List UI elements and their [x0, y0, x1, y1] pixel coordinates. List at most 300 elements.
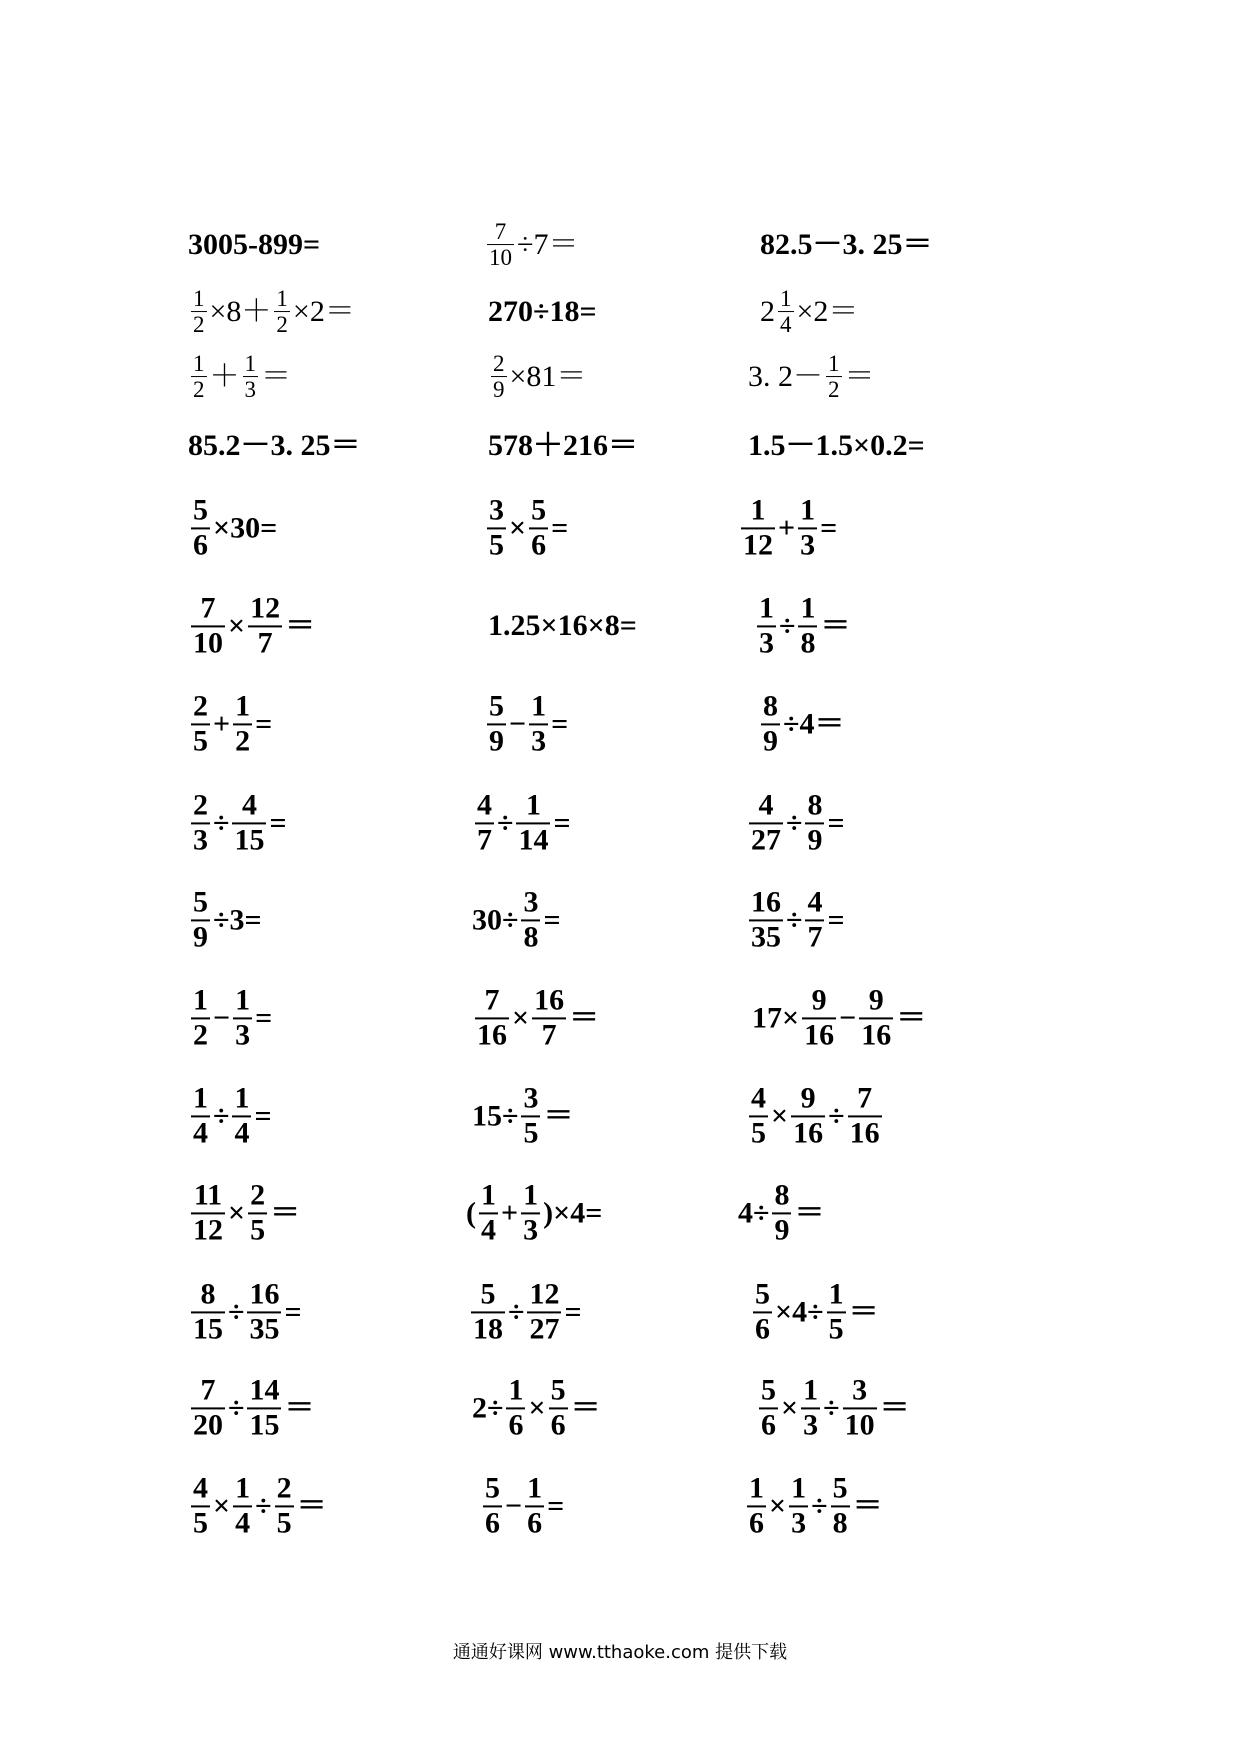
- fraction-numerator: 9: [800, 1081, 816, 1115]
- fraction-numerator: 5: [550, 1373, 566, 1407]
- fraction-numerator: 1: [525, 788, 541, 822]
- fraction-denominator: 3: [803, 1408, 819, 1441]
- fraction-denominator: 35: [249, 1312, 280, 1345]
- fraction-denominator: 15: [193, 1312, 223, 1345]
- fraction-numerator: 1: [193, 286, 205, 312]
- fraction-numerator: 1: [791, 1471, 807, 1505]
- math-problem: [472, 887, 561, 952]
- fraction-numerator: 5: [531, 493, 547, 527]
- fraction: [749, 790, 783, 855]
- fraction: [827, 1279, 846, 1344]
- math-problem: [188, 352, 291, 402]
- math-problem: [758, 691, 844, 756]
- math-problem: [480, 1473, 564, 1538]
- expression-text: ×8＋: [209, 295, 272, 328]
- expression-text: ＝: [879, 1391, 910, 1424]
- fraction-numerator: 5: [489, 689, 504, 723]
- fraction-denominator: 5: [489, 528, 504, 561]
- expression-text: ＝: [570, 1391, 601, 1424]
- fraction: [191, 287, 207, 337]
- fraction-numerator: 5: [193, 885, 208, 919]
- math-problem: [746, 1083, 885, 1148]
- math-problem: [488, 297, 597, 327]
- expression-text: 2: [760, 295, 775, 328]
- fraction-numerator: 12: [529, 1277, 560, 1311]
- fraction-numerator: 5: [193, 493, 208, 527]
- fraction-numerator: 1: [780, 286, 792, 312]
- fraction-denominator: 2: [193, 1018, 208, 1051]
- fraction-denominator: 9: [763, 724, 778, 757]
- fraction: [191, 1279, 225, 1344]
- math-problem: [746, 887, 845, 952]
- fraction: [243, 352, 259, 402]
- fraction: [232, 1083, 251, 1148]
- math-problem: [188, 431, 361, 461]
- expression-text: ×: [781, 1391, 799, 1424]
- expression-text: =: [255, 707, 273, 740]
- fraction-numerator: 4: [477, 788, 492, 822]
- expression-text: ÷: [823, 1391, 840, 1424]
- fraction-denominator: 7: [541, 1018, 557, 1051]
- fraction: [247, 1375, 281, 1440]
- math-problem: [188, 1180, 300, 1245]
- fraction: [805, 790, 824, 855]
- fraction-numerator: 1: [508, 1373, 524, 1407]
- fraction-denominator: 15: [234, 823, 265, 856]
- expression-text: =: [551, 511, 569, 544]
- fraction-numerator: 1: [235, 689, 251, 723]
- expression-text: =: [269, 806, 287, 839]
- fraction-denominator: 9: [489, 724, 504, 757]
- fraction-numerator: 2: [193, 689, 208, 723]
- fraction-numerator: 1: [800, 591, 816, 625]
- fraction-denominator: 2: [235, 724, 251, 757]
- fraction-denominator: 3: [523, 1213, 539, 1246]
- expression-text: 85.2－3. 25＝: [188, 429, 361, 462]
- expression-text: +: [213, 707, 231, 740]
- expression-text: ＝: [794, 1196, 825, 1229]
- math-problem: [472, 985, 599, 1050]
- fraction: [475, 790, 494, 855]
- expression-text: −: [505, 1489, 523, 1522]
- fraction: [791, 1083, 825, 1148]
- fraction-denominator: 6: [485, 1506, 500, 1539]
- fraction: [487, 495, 506, 560]
- math-problem: [752, 985, 926, 1050]
- fraction-denominator: 3: [235, 1018, 251, 1051]
- fraction-denominator: 4: [780, 312, 792, 338]
- expression-text: ×: [528, 1391, 546, 1424]
- fraction-numerator: 7: [494, 219, 507, 245]
- fraction: [843, 1375, 877, 1440]
- expression-text: =: [820, 511, 838, 544]
- fraction-numerator: 5: [761, 1373, 776, 1407]
- fraction-numerator: 7: [857, 1081, 873, 1115]
- expression-text: ＝: [285, 609, 316, 642]
- fraction-denominator: 3: [193, 823, 208, 856]
- fraction-numerator: 11: [193, 1178, 223, 1212]
- fraction: [859, 985, 893, 1050]
- expression-text: +: [501, 1196, 519, 1229]
- expression-text: ＝: [284, 1391, 315, 1424]
- expression-text: =: [543, 903, 561, 936]
- footer-credit: 通通好课网 www.tthaoke.com 提供下载: [452, 1642, 788, 1663]
- math-problem: [484, 495, 568, 560]
- math-problem: [188, 887, 262, 952]
- fraction-denominator: 10: [193, 626, 223, 659]
- math-problem: [738, 1180, 824, 1245]
- expression-text: ×4÷: [775, 1295, 824, 1328]
- fraction: [233, 691, 252, 756]
- expression-text: +: [778, 511, 796, 544]
- fraction-numerator: 3: [523, 885, 539, 919]
- fraction-denominator: 27: [751, 823, 781, 856]
- expression-text: −: [509, 707, 527, 740]
- math-problem: [488, 611, 637, 641]
- fraction-numerator: 1: [800, 493, 816, 527]
- fraction: [529, 691, 548, 756]
- fraction: [805, 887, 824, 952]
- expression-text: ＝: [844, 360, 875, 393]
- fraction-denominator: 5: [276, 1506, 292, 1539]
- fraction: [247, 1279, 281, 1344]
- expression-text: ÷: [213, 1099, 230, 1132]
- fraction-numerator: 1: [759, 591, 774, 625]
- fraction: [761, 691, 780, 756]
- fraction-numerator: 2: [276, 1471, 292, 1505]
- math-problem: [748, 431, 925, 461]
- fraction-numerator: 8: [763, 689, 778, 723]
- fraction-numerator: 1: [193, 351, 205, 377]
- fraction-denominator: 16: [793, 1116, 824, 1149]
- fraction: [778, 287, 794, 337]
- fraction: [483, 1473, 502, 1538]
- fraction-numerator: 4: [758, 788, 774, 822]
- expression-text: 15÷: [472, 1099, 519, 1132]
- expression-text: 30÷: [472, 903, 519, 936]
- fraction-numerator: 1: [750, 493, 766, 527]
- expression-text: ×: [213, 1489, 231, 1522]
- expression-text: ÷: [497, 806, 514, 839]
- math-problem: [484, 691, 568, 756]
- fraction-denominator: 12: [743, 528, 773, 561]
- fraction-denominator: 4: [234, 1116, 250, 1149]
- math-problem: [188, 593, 315, 658]
- math-problem: [754, 593, 850, 658]
- fraction: [749, 887, 783, 952]
- fraction: [532, 985, 566, 1050]
- expression-text: ÷: [255, 1489, 272, 1522]
- math-problem: [466, 1180, 602, 1245]
- expression-text: =: [551, 707, 569, 740]
- fraction-denominator: 9: [193, 920, 208, 953]
- expression-text: ＝: [569, 1001, 600, 1034]
- fraction-numerator: 1: [828, 1277, 844, 1311]
- fraction-numerator: 1: [749, 1471, 764, 1505]
- fraction-numerator: 2: [193, 788, 208, 822]
- fraction-numerator: 8: [200, 1277, 216, 1311]
- math-problem: [472, 1375, 601, 1440]
- fraction-denominator: 7: [477, 823, 492, 856]
- math-problem: [188, 230, 320, 260]
- expression-text: ＝: [296, 1489, 327, 1522]
- fraction: [506, 1375, 525, 1440]
- fraction: [487, 220, 514, 270]
- fraction: [191, 985, 210, 1050]
- fraction-numerator: 9: [868, 983, 884, 1017]
- expression-text: ＋: [209, 360, 240, 393]
- expression-text: ÷: [508, 1295, 525, 1328]
- fraction-numerator: 8: [774, 1178, 790, 1212]
- fraction-numerator: 1: [828, 351, 840, 377]
- fraction: [191, 790, 210, 855]
- expression-text: ÷: [213, 806, 230, 839]
- fraction-denominator: 10: [489, 245, 512, 271]
- math-problem: [188, 985, 272, 1050]
- expression-text: 2÷: [472, 1391, 504, 1424]
- fraction-denominator: 5: [523, 1116, 539, 1149]
- fraction-denominator: 7: [807, 920, 823, 953]
- fraction-numerator: 7: [200, 1373, 216, 1407]
- fraction-numerator: 14: [249, 1373, 280, 1407]
- fraction-numerator: 1: [193, 983, 208, 1017]
- fraction: [529, 495, 548, 560]
- expression-text: 4÷: [738, 1196, 770, 1229]
- fraction: [191, 1180, 225, 1245]
- fraction-denominator: 3: [759, 626, 774, 659]
- fraction: [848, 1083, 882, 1148]
- math-problem: [738, 495, 837, 560]
- fraction: [248, 1180, 267, 1245]
- fraction: [826, 352, 842, 402]
- fraction-denominator: 2: [828, 377, 840, 403]
- fraction-denominator: 16: [861, 1018, 892, 1051]
- expression-text: ÷: [828, 1099, 845, 1132]
- expression-text: =: [254, 1099, 272, 1132]
- fraction-numerator: 3: [489, 493, 504, 527]
- fraction-denominator: 4: [481, 1213, 496, 1246]
- math-problem: [188, 691, 272, 756]
- fraction-denominator: 6: [531, 528, 547, 561]
- fraction: [789, 1473, 808, 1538]
- fraction-numerator: 8: [807, 788, 823, 822]
- fraction-denominator: 5: [751, 1116, 766, 1149]
- fraction: [191, 593, 225, 658]
- fraction-numerator: 1: [234, 1081, 250, 1115]
- fraction-denominator: 4: [235, 1506, 251, 1539]
- fraction-denominator: 6: [527, 1506, 543, 1539]
- fraction: [274, 287, 290, 337]
- expression-text: 3005-899=: [188, 228, 321, 261]
- fraction: [747, 1473, 766, 1538]
- fraction-denominator: 5: [250, 1213, 266, 1246]
- math-problem: [188, 287, 355, 337]
- fraction-denominator: 8: [800, 626, 816, 659]
- math-problem: [472, 790, 571, 855]
- math-problem: [744, 1473, 883, 1538]
- expression-text: −: [213, 1001, 231, 1034]
- math-problem: [760, 287, 858, 337]
- expression-text: ＝: [261, 360, 291, 393]
- expression-text: 1.25×16×8=: [488, 609, 637, 642]
- fraction: [772, 1180, 791, 1245]
- math-problem: [188, 495, 277, 560]
- expression-text: ×2＝: [292, 295, 355, 328]
- expression-text: 82.5－3. 25＝: [760, 228, 933, 261]
- fraction: [749, 1083, 768, 1148]
- fraction-denominator: 18: [473, 1312, 503, 1345]
- expression-text: 270÷18=: [488, 295, 597, 328]
- expression-text: ×: [228, 609, 246, 642]
- expression-text: 17×: [752, 1001, 800, 1034]
- fraction-denominator: 2: [193, 312, 205, 338]
- math-problem: [746, 790, 845, 855]
- fraction-denominator: 16: [804, 1018, 835, 1051]
- fraction-numerator: 2: [493, 351, 505, 377]
- expression-text: ÷4＝: [783, 707, 845, 740]
- expression-text: (: [466, 1196, 476, 1229]
- fraction: [757, 593, 776, 658]
- fraction-denominator: 5: [193, 724, 208, 757]
- expression-text: ＝: [543, 1099, 574, 1132]
- fraction: [802, 985, 836, 1050]
- expression-text: ÷7＝: [517, 228, 579, 261]
- fraction-denominator: 5: [193, 1506, 208, 1539]
- fraction-numerator: 5: [480, 1277, 496, 1311]
- fraction: [798, 495, 817, 560]
- fraction-denominator: 6: [550, 1408, 566, 1441]
- fraction-denominator: 2: [193, 377, 205, 403]
- fraction-numerator: 5: [832, 1471, 848, 1505]
- fraction-numerator: 1: [276, 286, 288, 312]
- fraction-numerator: 1: [481, 1178, 496, 1212]
- fraction: [527, 1279, 561, 1344]
- fraction-denominator: 3: [244, 377, 256, 403]
- fraction: [759, 1375, 778, 1440]
- expression-text: ×: [512, 1001, 530, 1034]
- math-problem: [188, 1473, 327, 1538]
- fraction: [831, 1473, 850, 1538]
- fraction-denominator: 35: [751, 920, 781, 953]
- expression-text: ×81＝: [509, 360, 587, 393]
- fraction-denominator: 3: [800, 528, 816, 561]
- fraction-denominator: 3: [791, 1506, 807, 1539]
- fraction: [516, 790, 550, 855]
- math-problem: [188, 1375, 314, 1440]
- fraction: [801, 1375, 820, 1440]
- fraction-numerator: 2: [250, 1178, 266, 1212]
- fraction: [233, 985, 252, 1050]
- fraction-denominator: 27: [529, 1312, 560, 1345]
- fraction-denominator: 6: [749, 1506, 764, 1539]
- fraction-denominator: 9: [774, 1213, 790, 1246]
- expression-text: ×: [771, 1099, 789, 1132]
- fraction-numerator: 3: [852, 1373, 868, 1407]
- expression-text: ×: [228, 1196, 246, 1229]
- fraction-denominator: 6: [761, 1408, 776, 1441]
- fraction-denominator: 16: [477, 1018, 507, 1051]
- fraction: [487, 691, 506, 756]
- math-problem: [468, 1279, 582, 1344]
- fraction-numerator: 16: [751, 885, 781, 919]
- fraction-numerator: 1: [531, 689, 547, 723]
- fraction-denominator: 20: [193, 1408, 223, 1441]
- fraction: [191, 1083, 210, 1148]
- math-problem: [756, 1375, 910, 1440]
- fraction-numerator: 4: [193, 1471, 208, 1505]
- expression-text: =: [547, 1489, 565, 1522]
- expression-text: ＝: [270, 1196, 301, 1229]
- expression-text: ＝: [896, 1001, 927, 1034]
- fraction-numerator: 4: [751, 1081, 766, 1115]
- expression-text: ＝: [820, 609, 851, 642]
- fraction-denominator: 10: [844, 1408, 875, 1441]
- expression-text: =: [284, 1295, 302, 1328]
- fraction: [525, 1473, 544, 1538]
- expression-text: )×4=: [543, 1196, 603, 1229]
- fraction: [491, 352, 507, 402]
- fraction: [479, 1180, 498, 1245]
- math-problem: [760, 230, 933, 260]
- math-problem: [188, 1279, 302, 1344]
- fraction-denominator: 7: [257, 626, 273, 659]
- fraction-denominator: 6: [755, 1312, 770, 1345]
- fraction: [521, 1083, 540, 1148]
- fraction: [275, 1473, 294, 1538]
- fraction-denominator: 4: [193, 1116, 208, 1149]
- fraction-numerator: 1: [235, 983, 251, 1017]
- fraction-numerator: 16: [534, 983, 565, 1017]
- fraction-denominator: 16: [849, 1116, 880, 1149]
- fraction-denominator: 14: [518, 823, 549, 856]
- fraction-numerator: 9: [811, 983, 827, 1017]
- fraction-denominator: 6: [508, 1408, 524, 1441]
- fraction-denominator: 2: [276, 312, 288, 338]
- fraction: [191, 1375, 225, 1440]
- fraction-denominator: 5: [828, 1312, 844, 1345]
- expression-text: ÷: [779, 609, 796, 642]
- fraction-numerator: 16: [249, 1277, 280, 1311]
- fraction: [753, 1279, 772, 1344]
- fraction: [191, 495, 210, 560]
- expression-text: ÷: [786, 806, 803, 839]
- fraction-denominator: 9: [807, 823, 823, 856]
- math-problem: [484, 220, 578, 270]
- expression-text: 578＋216＝: [488, 429, 638, 462]
- expression-text: =: [827, 806, 845, 839]
- fraction-denominator: 8: [832, 1506, 848, 1539]
- expression-text: ×2＝: [796, 295, 859, 328]
- fraction: [798, 593, 817, 658]
- fraction: [233, 1473, 252, 1538]
- expression-text: ÷: [786, 903, 803, 936]
- math-problem: [748, 352, 875, 402]
- expression-text: 1.5－1.5×0.2=: [748, 429, 925, 462]
- fraction-numerator: 1: [193, 1081, 208, 1115]
- fraction: [248, 593, 282, 658]
- fraction-numerator: 7: [200, 591, 216, 625]
- fraction: [521, 887, 540, 952]
- fraction-numerator: 1: [527, 1471, 543, 1505]
- fraction: [741, 495, 775, 560]
- fraction: [232, 790, 266, 855]
- math-problem: [488, 352, 586, 402]
- math-problem: [750, 1279, 879, 1344]
- expression-text: ÷: [228, 1391, 245, 1424]
- expression-text: ÷: [811, 1489, 828, 1522]
- expression-text: −: [839, 1001, 857, 1034]
- fraction-numerator: 4: [241, 788, 257, 822]
